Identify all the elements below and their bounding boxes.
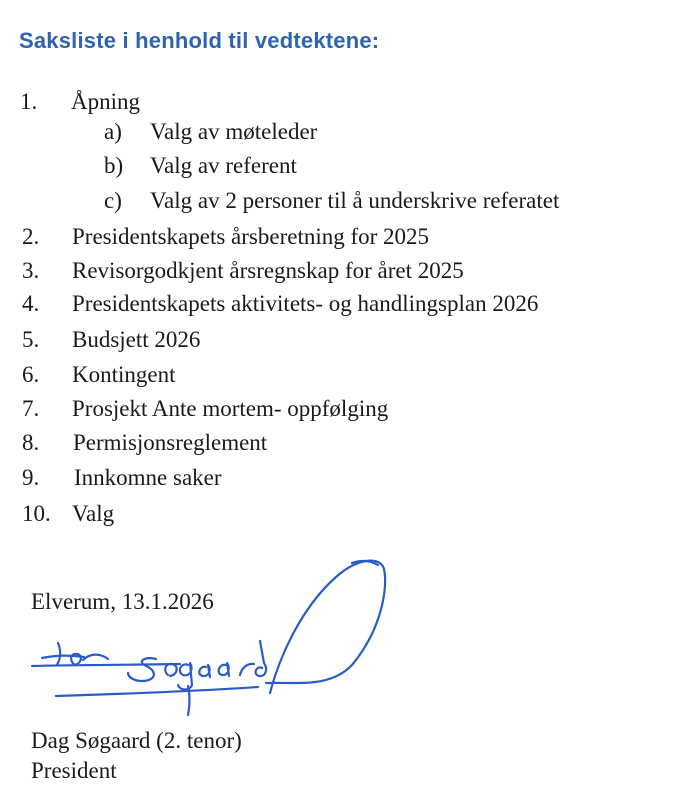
agenda-number: 9.	[22, 465, 40, 490]
agenda-text: Valg av 2 personer til å underskrive referatet	[150, 188, 560, 213]
agenda-text: Permisjonsreglement	[73, 430, 268, 455]
agenda-text: Budsjett 2026	[72, 327, 201, 352]
signer-title: President	[31, 758, 117, 783]
agenda-text: Revisorgodkjent årsregnskap for året 2025	[72, 258, 464, 283]
handwritten-signature	[30, 555, 400, 735]
agenda-number: 5.	[22, 327, 40, 352]
place-date: Elverum, 13.1.2026	[31, 589, 214, 614]
page-title: Saksliste i henhold til vedtektene:	[19, 28, 380, 53]
agenda-number: 6.	[22, 362, 40, 387]
agenda-number: 4.	[22, 291, 40, 316]
agenda-number: 10.	[22, 501, 51, 526]
agenda-number: 1.	[20, 89, 38, 114]
agenda-text: Valg av referent	[150, 153, 297, 178]
agenda-number: c)	[104, 188, 122, 213]
agenda-number: 7.	[22, 396, 40, 421]
agenda-text: Innkomne saker	[74, 465, 222, 490]
agenda-text: Prosjekt Ante mortem- oppfølging	[72, 396, 389, 421]
agenda-text: Valg av møteleder	[150, 119, 318, 144]
signer-name: Dag Søgaard (2. tenor)	[31, 728, 242, 753]
agenda-text: Kontingent	[72, 362, 176, 387]
agenda-number: 2.	[22, 224, 40, 249]
agenda-text: Åpning	[71, 89, 140, 114]
agenda-text: Valg	[72, 501, 115, 526]
agenda-number: b)	[104, 153, 124, 178]
agenda-text: Presidentskapets årsberetning for 2025	[72, 224, 430, 249]
agenda-text: Presidentskapets aktivitets- og handlingsplan 2026	[72, 291, 539, 316]
agenda-number: 8.	[22, 430, 40, 455]
agenda-number: 3.	[22, 258, 40, 283]
agenda-number: a)	[104, 119, 122, 144]
